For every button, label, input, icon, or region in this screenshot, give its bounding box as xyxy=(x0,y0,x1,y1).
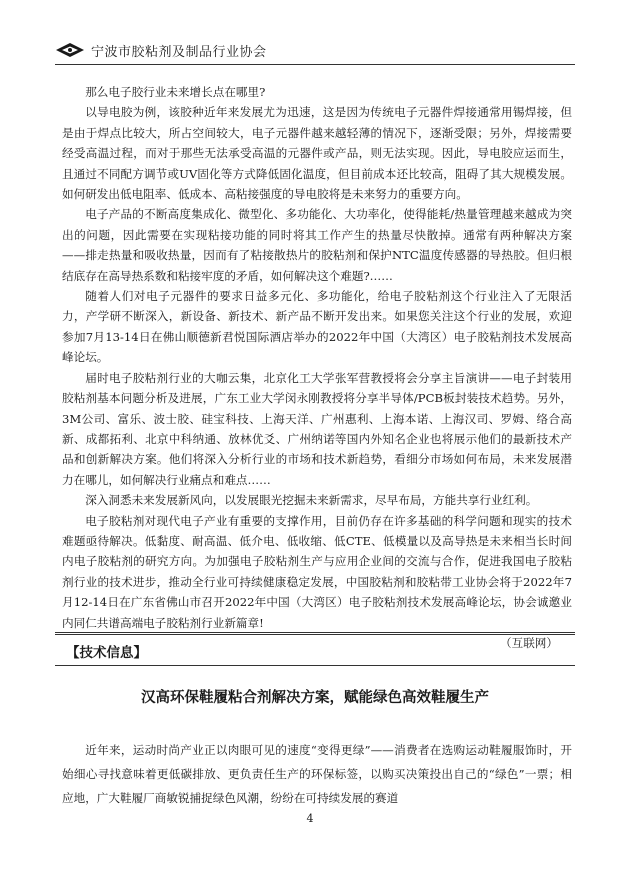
paragraph: 电子胶粘剂对现代电子产业有重要的支撑作用，目前仍存在许多基础的科学问题和现实的技术难题亟待解决。低黏度、耐高温、低介电、低收缩、低CTE、低模量以及高导热是未来相当长时间内电子胶粘剂的研究方向。为加强电子胶粘剂生产与应用企业间的交流与合作，促进我国电子胶粘剂行业的技术进步，推动全行业可持续健康稳定发展，中国胶粘剂和胶粘带工业协会将于2022年7月12-14日在广东省佛山市召开2022年中国（大湾区）电子胶粘剂技术发展高峰论坛，协会诚邀业内同仁共谱高端电子胶粘剂行业新篇章! xyxy=(62,513,572,630)
association-logo-icon xyxy=(55,42,85,58)
page-header xyxy=(55,40,575,62)
paragraph: 深入洞悉未来发展新风向，以发展眼光挖掘未来新需求，尽早布局，方能共享行业红利。 xyxy=(85,493,538,508)
article-title: 汉高环保鞋履粘合剂解决方案，赋能绿色高效鞋履生产 xyxy=(141,689,489,706)
header-rule xyxy=(55,64,575,65)
article-text xyxy=(62,738,572,810)
paragraph: 那么电子胶行业未来增长点在哪里? xyxy=(85,85,266,99)
header-title: 宁波市胶粘剂及制品行业协会 xyxy=(91,45,267,60)
section-divider-top xyxy=(55,632,575,635)
paragraph: 电子产品的不断高度集成化、微型化、多功能化、大功率化，使得能耗/热量管理越来越成为突出的问题，因此需要在实现粘接功能的同时将其工作产生的热量尽快散掉。通常有两种解决方案——排走热量和吸收热量，因而有了粘接散热片的胶粘剂和保护NTC温度传感器的导热胶。但归根结底存在高导热系数和粘接牢度的矛盾，如何解决这个难题?…… xyxy=(62,207,572,283)
paragraph: 近年来，运动时尚产业正以肉眼可见的速度“变得更绿”——消费者在选购运动鞋履服饰时，开始细心寻找意味着更低碳排放、更负责任生产的环保标签，以购买决策投出自己的“绿色”一票；相应地，广大鞋履厂商敏锐捕捉绿色风潮，纷纷在可持续发展的赛道 xyxy=(62,743,572,805)
body-text xyxy=(62,82,572,653)
paragraph: 届时电子胶粘剂行业的大咖云集，北京化工大学张军营教授将会分享主旨演讲——电子封装用胶粘剂基本问题分析及进展，广东工业大学闵永刚教授将分享半导体/PCB板封装技术趋势。另外，3M公司、富乐、波士胶、硅宝科技、上海天洋、广州惠利、上海本诺、上海汉司、罗姆、络合高新、成都拓利、北京中科纳通、放林优爻、广州纳诺等国内外知名企业也将展示他们的最新技术产品和创新解决方案。他们将深入分析行业的市场和技术新趋势，看细分市场如何布局，未来发展潜力在哪儿，如何解决行业痛点和难点…… xyxy=(62,370,572,487)
section-divider-bottom xyxy=(55,665,575,666)
page-number: 4 xyxy=(306,812,314,825)
paragraph: 以导电胶为例，该胶种近年来发展尤为迅速，这是因为传统电子元器件焊接通常用锡焊接，但是由于焊点比较大，所占空间较大，电子元器件越来越轻薄的情况下，逐渐受限；另外，焊接需要经受高温过程，而对于那些无法承受高温的元器件或产品，则无法实现。因此，导电胶应运而生，且通过不同配方调节或UV固化等方式降低固化温度，但目前成本还比较高，阻碍了其大规模发展。如何研发出低电阻率、低成本、高粘接强度的导电胶将是未来努力的重要方向。 xyxy=(62,105,572,202)
paragraph: 随着人们对电子元器件的要求日益多元化、多功能化，给电子胶粘剂这个行业注入了无限活力，产学研不断深入，新设备、新技术、新产品不断开发出来。如果您关注这个行业的发展，欢迎参加7月13-14日在佛山顺德新君悦国际酒店举办的2022年中国（大湾区）电子胶粘剂技术发展高峰论坛。 xyxy=(62,289,572,365)
source-note: （互联网） xyxy=(500,635,558,650)
section-tag: 【技术信息】 xyxy=(66,645,147,661)
